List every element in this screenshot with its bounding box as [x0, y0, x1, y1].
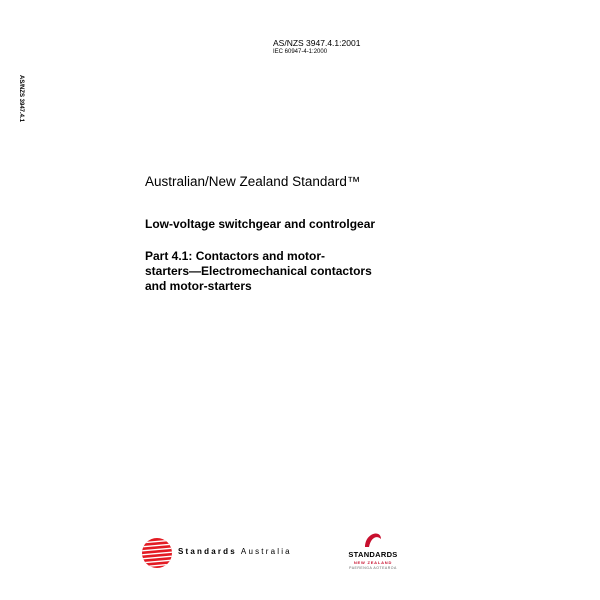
standards-australia-logo — [140, 536, 174, 570]
iec-number: IEC 60947-4-1:2000 — [273, 49, 328, 55]
part-title-line: Part 4.1: Contactors and motor- — [145, 249, 326, 263]
standards-australia-wordmark: Standards Australia — [178, 547, 292, 556]
standards-nz-tagline: PAERENGA AOTEAROA — [349, 566, 397, 570]
part-title-line: starters—Electromechanical contactors — [145, 264, 372, 278]
part-title-line: and motor-starters — [145, 279, 252, 293]
standards-nz-name: STANDARDS — [348, 550, 398, 559]
standard-series: Australian/New Zealand Standard™ — [145, 174, 361, 189]
part-title — [145, 249, 425, 294]
standards-nz-subtitle: NEW ZEALAND — [353, 560, 393, 565]
spine-label: AS/NZS 3947.4.1 — [18, 75, 24, 123]
standard-number: AS/NZS 3947.4.1:2001 — [273, 38, 361, 48]
document-title: Low-voltage switchgear and controlgear — [145, 217, 376, 231]
